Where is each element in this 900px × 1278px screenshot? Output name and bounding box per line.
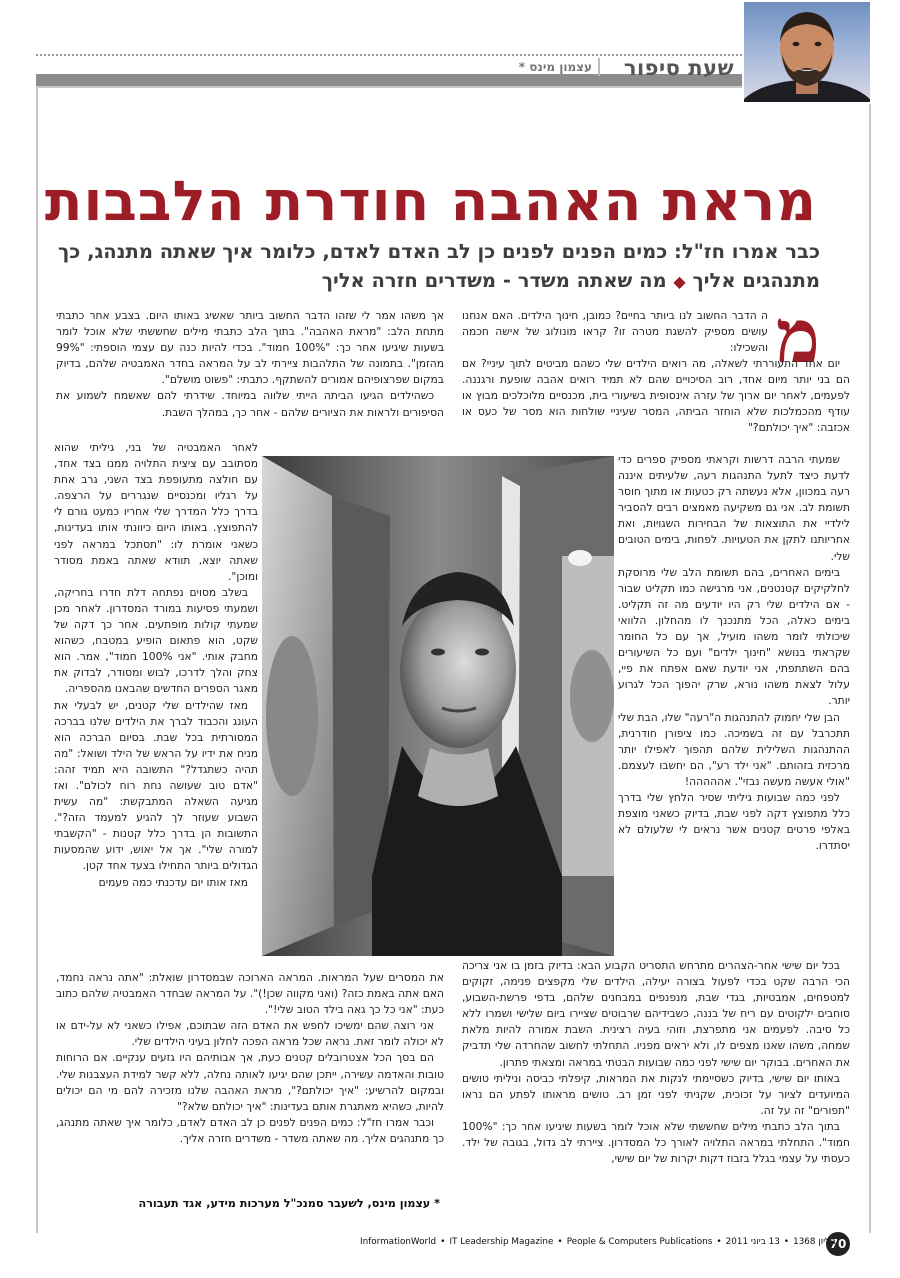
paragraph: לאחר האמבטיה של בני, גיליתי שהוא מסתובב עם ציצית התלויה ממנו בצד אחד, עם חולצה מתעופפת בצד השני, גרב אחת על רגליו ומכנסיים שנגררים על הרצפה. בדרך כלל המדרך שלי אחריו כמעט גורם לי להתפוצץ. באותו היום כיוונתי אותו בעדינות, כשאני אומרת לו: "תסתכל במראה לפני שאתה יוצא, תוודא שאתה באמת מסודר ומוכן".	[54, 441, 258, 583]
paragraph: בימים האחרים, בהם תשומת הלב שלי מרוסקת לחלקיקים קטנטנים, אני מרגישה כמו תקליט שבור - אם הילדים שלי רק היו יודעים מה זה תקליט. בימים כאלה, הכל מתנכנך לו מהחלון. הלוואי שיכולתי לומר משהו מועיל, אך עם כל החומר שקראתי בנושא "חינוך ילדים" ועם כל השיעורים בהם השתתפתי, אני יודעת שאם אפתח את פיי, עלול לצאת משהו נורא, שרק יהפוך הכל לגרוע יותר.	[618, 565, 850, 708]
right-column-intro	[462, 308, 768, 356]
header-separator	[598, 58, 600, 76]
footer-date: 13 ביוני 2011	[725, 1237, 780, 1247]
right-frame-rule	[869, 100, 871, 1233]
right-column-top	[462, 356, 850, 450]
subtitle-part-a: מתנהגים אליך	[692, 269, 820, 292]
paragraph: את המסרים שעל המראות. המראה הארוכה שבמסדרון שואלת: "אתה נראה נחמד, האם אתה באמת כזה? (ואני מקווה שכן!)". על המראה שבחדר האמבטיה שלהם כתוב כעת: "אני כל כך גאה בילד הטוב שלי!".	[56, 971, 444, 1017]
paragraph: בתוך הלב כתבתי מילים שחששתי שלא אוכל לומר בשעות שיגיעו אחר כך: "100% חמוד". התחלתי במראה התלויה לאורך כל המסדרון. ציירתי לב גדול, בגובה של ילד. כעסתי על עצמי בגלל בזבוז דקות יקרות של יום שישי,	[462, 1119, 850, 1166]
left-column-top	[56, 308, 444, 438]
paragraph: באותו יום שישי, בדיוק כשסיימתי לנקות את המראות, קיפלתי כביסה וניליתי טושים המיועדים לציור על זכוכית, שקניתי לפני זמן רב. טושים מראותו לפתע הם נראו "תפורים" זה על זה.	[462, 1071, 850, 1117]
drop-cap: מ	[776, 294, 820, 380]
bullet-icon: •	[783, 1237, 790, 1247]
page-number: 70	[826, 1232, 850, 1256]
page-footer	[360, 1237, 836, 1247]
paragraph: לפני כמה שבועות גיליתי שסיר הלחץ שלי בדרך כלל מתפוצץ דקה לפני שבת, בדיוק כשאני מוצפת באלפי פרטים קטנים אשר נראים לי שלעולם לא יסתדרו.	[618, 790, 850, 853]
header-band-shadow	[36, 86, 742, 88]
paragraph: שמעתי הרבה דרשות וקראתי מספיק ספרים כדי לדעת כיצד לתעל התנהגות רעה, שלעיתים איננה רעה במכוון, אלא נעשתה רק כטעות או מתוך חוסר תשומת לב. אני גם משקיעה מאמצים רבים להסביר לילדיי את התוצאות של הבחירות השגויות, ואת אחריותנו לתקן את הטעויות. לפחות, בימים הטובים שלי.	[618, 453, 850, 563]
subtitle-part-b: מה שאתה משדר - משדרים חזרה אליך	[321, 269, 667, 292]
bullet-icon: •	[440, 1237, 446, 1247]
paragraph: מאז אותו יום עדכנתי כמה פעמים	[98, 875, 248, 889]
article-subtitle	[52, 237, 820, 296]
column-author	[484, 60, 592, 74]
paragraph: כשהילדים הגיעו הביתה הייתי שלווה במיוחד. שידרתי להם שאשמח לשמוע את הסיפורים ולראות את הציורים שלהם - אחר כך, במהלך השבת.	[56, 389, 444, 419]
right-column-middle	[618, 452, 850, 952]
section-title: שעת סיפור	[623, 56, 734, 80]
footer-issue: גיליון 1368	[793, 1237, 836, 1247]
paragraph: בכל יום שישי אחר-הצהרים מתרחש התסריט הקבוע הבא: בדיוק בזמן בו אני צריכה הכי הרבה שקט בכדי לפעול בצורה יעילה, הילדים שלי מקפצים פנימה, זקוקים למטפחים, אמבטיות, בגדי שבת, מנפנפים במבחנים שלהם, בדפי פרשת-השבוע, סוחבים ילקוטים עם ריח של בננה, כשבידיהם שרבוטים שציירו ביום שלישי ושמרו ללא כל סיבה. לפעמים אני מתפרצת, וזוהי בעיה רצינית. השבת אמורה להיות מלאת שמחה, משהו שאנו מצפים לו, ולא יראים מפניו. התחלתי לחשוב שהחרדה שלי תדביק את האחרים. בבוקר יום שישי לפני כמה שבועות הבטתי במראה ומצאתי פתרון.	[462, 959, 850, 1069]
right-column-bottom	[462, 958, 850, 1200]
author-signature: * עצמון מינס, לשעבר סמנכ"ל מערכות מידע, אגד תעבורה	[138, 1197, 440, 1210]
author-mark: *	[518, 60, 526, 74]
author-name: עצמון מינס	[529, 60, 592, 74]
article-photo	[262, 456, 614, 956]
paragraph: אך משהו אמר לי שזהו הדבר החשוב ביותר שאשיג באותו היום. בצבע אחר כתבתי מתחת הלב: "מראת האהבה". בתוך הלב כתבתי מילים שחששתי שלא אוכל לומר בשעות שיגיעו אחר כך: "100% חמוד". בכדי להיות כנה עם עצמי הוספתי: "99% מהזמן". בתמונה של התלהבות ציירתי לב על המראה בחדר האמבטיה שלהם, בדיוק במקום שפרצופיהם אמורים להשתקף. כתבתי: "פשוט מושלם".	[56, 309, 444, 387]
paragraph: בשלב מסוים נפתחה דלת חדרו בחריקה, ושמעתי פסיעות במורד המסדרון. לאחר מכן שמעתי קולות מופתעים. אחר כך דקה של שקט, הוא פתאום הופיע במטבח, כשהוא מחבק אותי. "אני 100% חמוד", אמר. הוא צחק והלך לדרכו, לבוש ומסודר, לבדוק את מאגר הספרים החדשים שהבאנו מהספריה.	[54, 585, 258, 696]
mirror-reflection-illustration	[262, 456, 614, 956]
diamond-icon: ◆	[673, 272, 686, 291]
paragraph: וכבר אמרו חז"ל: כמים הפנים לפנים כן לב האדם לאדם, כלומר איך שאתה מתנהג, כך מתנהגים אליך. מה שאתה משדר - משדרים חזרה אליך.	[56, 1115, 444, 1145]
bullet-icon: •	[557, 1237, 563, 1247]
paragraph: אני רוצה שהם ימשיכו לחפש את האדם הזה שבתוכם, אפילו כשאני לא על-ידם או לא יכולה לומר זאת. נראה שכל מראה הפכה לחלון בעיני הילדים שלי.	[56, 1019, 444, 1049]
paragraph: מאז שהילדים שלי קטנים, יש לבעלי את העונג והכבוד לברך את הילדים שלנו בברכה המסורתית בכל שבת. בסיום הברכה הוא מניח את ידיו על הראש של הילד ושואל: "מה תהיה כשתגדל?" התשובה היא תמיד זהה: "אדם טוב שעושה נחת רוח לכולם". ואז מגיעה השאלה המתבקשת: "מה עשית השבוע שעוזר לך להגיע למעמד הזה?". התשובות הן בדרך כלל קטנות - "הקשבתי למורה שלי". אך אל יאוש, ידוע שהמסעות הגדולים ביותר התחילו בצעד אחד קטן.	[54, 698, 258, 873]
footer-publisher-3: InformationWorld	[360, 1237, 437, 1247]
paragraph: הבן שלי יחמוק להתנהגות ה"רעה" שלו, הבת שלי תתכרבל עם זה בשמיכה. כמו ציפורן חודרנית, ההתנהגות השלילית שלהם תהפוך לאפילו יותר מרכזית בזהותם. "אני ילד רע", הם יחשבו לעצמם. "אולי אעשה מעשה נבזי". אההההה!	[618, 710, 850, 788]
subtitle-line-1: כבר אמרו חז"ל: כמים הפנים לפנים כן לב האדם לאדם, כלומר איך שאתה מתנהג, כך	[58, 240, 820, 263]
left-column-middle	[54, 440, 258, 968]
footer-publisher-2: IT Leadership Magazine	[449, 1237, 554, 1247]
paragraph: ה הדבר החשוב לנו ביותר בחיים? כמובן, חינוך הילדים. האם אנחנו עושים מספיק להשגת מטרה זו? קראו מונולוג של אישה חכמה והשכילו:	[462, 309, 768, 355]
author-portrait-illustration	[744, 2, 870, 102]
left-frame-rule	[36, 88, 38, 1233]
bullet-icon: •	[716, 1237, 722, 1247]
left-column-bottom	[56, 970, 444, 1194]
paragraph: הם בסך הכל אצטרובלים קטנים כעת, אך אבותיהם היו גזעים ענקיים. אם הרוחות טובות והאדמה עשירה, ייתכן שהם יגיעו לאותה נחלה, ללא קשר למידת העצבנות שלי. ובמקום להרשיע: "איך יכולתם?", מראת האהבה שלנו מזכירה להם מי הם יכולים להיות, כשהיא מאתגרת אותם בעדינות: "איך יכולתם שלא?"	[56, 1051, 444, 1113]
subtitle-line-2	[52, 266, 820, 296]
footer-publisher-1: People & Computers Publications	[566, 1237, 713, 1247]
author-portrait	[742, 0, 872, 104]
article-title: מראת האהבה חודרת הלבבות	[44, 169, 818, 233]
paragraph: יום אחד התעוררתי לשאלה, מה רואים הילדים שלי כשהם מביטים לתוך עיניי? אם הם בני יותר מיום אחד, רוב הסיכויים שהם לא תמיד רואים אהבה שופעת ורגננה. לפעמים, לאחר יום ארוך של עזרה אינסופית בשיעורי בית, מכנסיים מלוכלכים מבוץ או עודף מהכמלכות שלא הוחזר הביתה, המסר שעיניי שולחות הוא מסר של כעס או אכזבה: "איך יכולתם?"	[462, 357, 850, 435]
